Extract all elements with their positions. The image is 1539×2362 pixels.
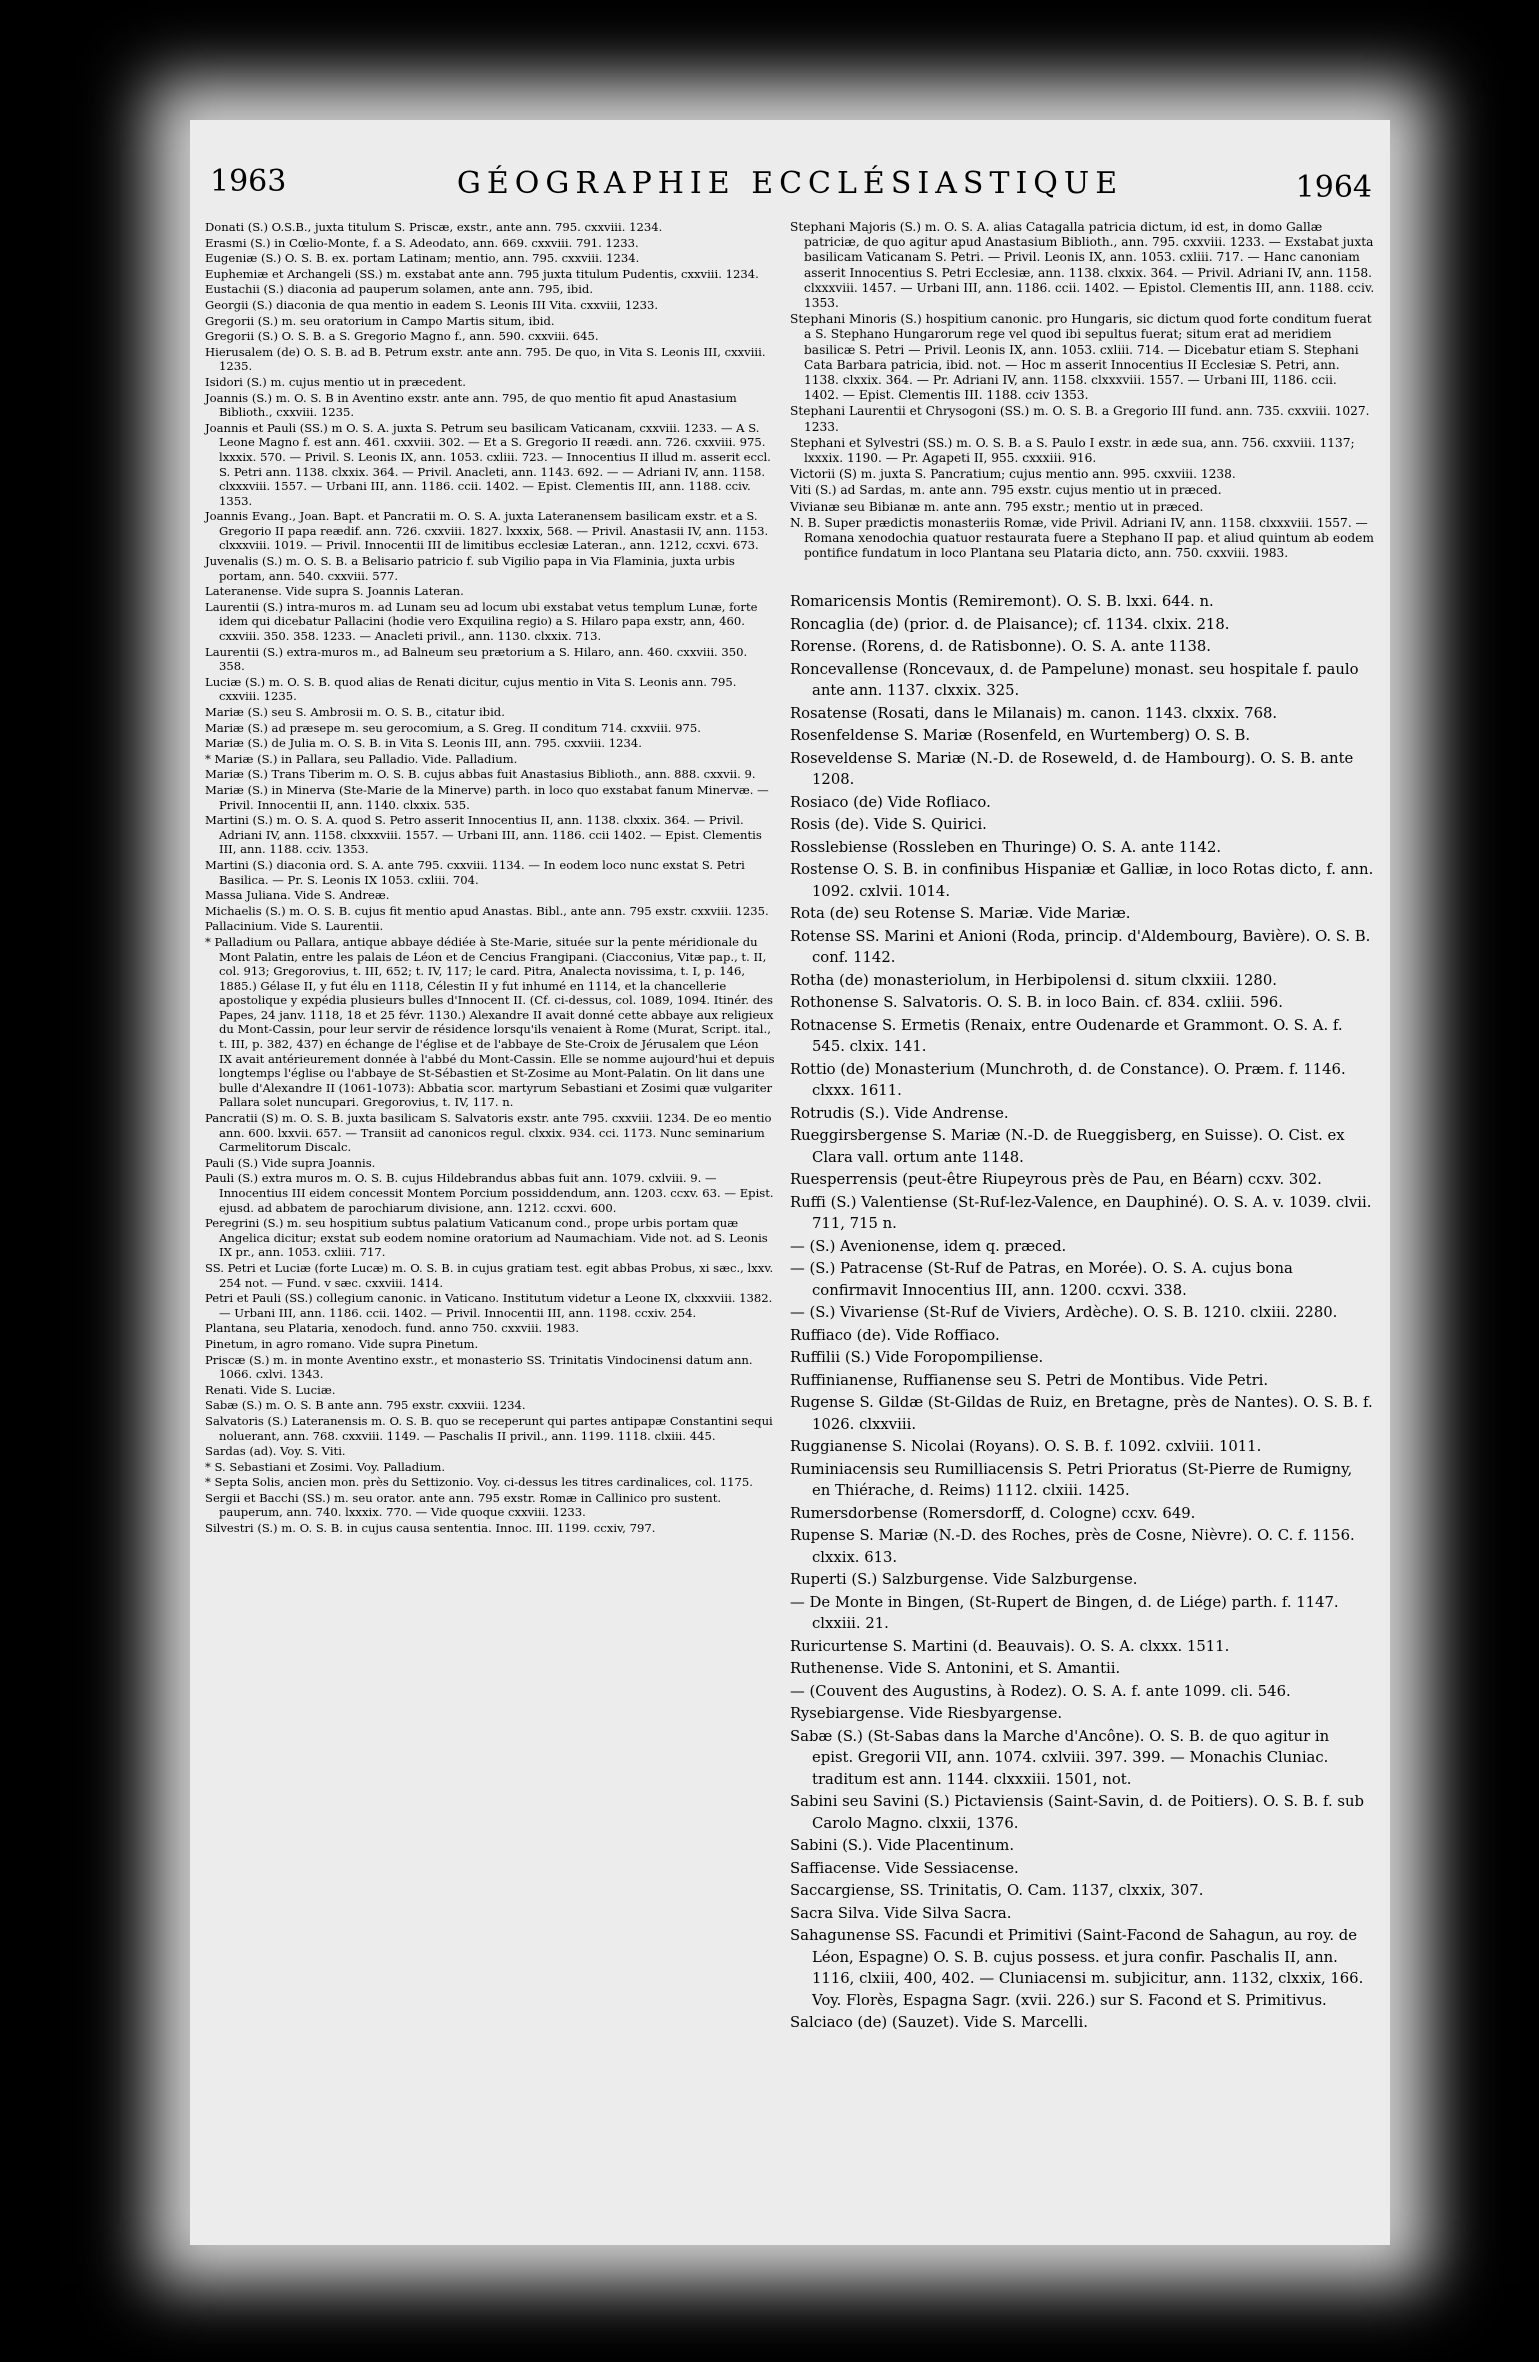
- index-entry: Rosenfeldense S. Mariæ (Rosenfeld, en Wurtemberg) O. S. B.: [790, 727, 1251, 745]
- index-entry: Peregrini (S.) m. seu hospitium subtus palatium Vaticanum cond., prope urbis portam quæ Angelica dicitur; exstat sub eodem nomine oratorium ad Naumachiam. Vide not. ad S. Leonis IX pr., ann. 1053. cxliii. 717.: [205, 1216, 768, 1260]
- index-entry: * Septa Solis, ancien mon. près du Settizonio. Voy. ci-dessus les titres cardinalices, col. 1175.: [205, 1475, 753, 1490]
- index-entry: Pancratii (S) m. O. S. B. juxta basilicam S. Salvatoris exstr. ante 795. cxxviii. 1234. De eo mentio ann. 600. lxxvii. 657. — Transiit ad canonicos regul. clxxix. 934. cci. 1173. Nunc seminarium Carmelitorum Discalc.: [205, 1111, 772, 1155]
- index-entry: Mariæ (S.) Trans Tiberim m. O. S. B. cujus abbas fuit Anastasius Biblioth., ann. 888. cxxvii. 9.: [205, 767, 756, 782]
- index-entry: Laurentii (S.) intra-muros m. ad Lunam seu ad locum ubi exstabat vetus templum Lunæ, forte idem qui dicebatur Pallacini (hodie vero Exquilina regio) a S. Hilaro papa exstr, ann, 460. cxxviii. 350. 358. 1233. — Anacleti privil., ann. 1130. clxxix. 713.: [205, 599, 758, 644]
- index-entry: Salvatoris (S.) Lateranensis m. O. S. B. quo se receperunt qui partes antipapæ Constantini sequi noluerant, ann. 768. cxxviii. 1149. — Paschalis II privil., ann. 1199. 1118. clxiii. 445.: [205, 1413, 773, 1443]
- index-entry: * Mariæ (S.) in Pallara, seu Palladio. Vide. Palladium.: [205, 751, 518, 766]
- index-entry: Ruffiaco (de). Vide Roffiaco.: [790, 1326, 1000, 1344]
- right-column-lower: [790, 591, 1375, 2034]
- index-entry: Rothonense S. Salvatoris. O. S. B. in loco Bain. cf. 834. cxliii. 596.: [790, 994, 1283, 1012]
- index-entry: Sardas (ad). Voy. S. Viti.: [205, 1444, 346, 1459]
- index-entry: Sacra Silva. Vide Silva Sacra.: [790, 1904, 1012, 1922]
- index-entry: Ruffilii (S.) Vide Foropompiliense.: [790, 1349, 1044, 1367]
- index-entry: Hierusalem (de) O. S. B. ad B. Petrum exstr. ante ann. 795. De quo, in Vita S. Leonis III, cxxviii. 1235.: [205, 344, 766, 374]
- index-entry: Gregorii (S.) m. seu oratorium in Campo Martis situm, ibid.: [205, 313, 555, 328]
- index-entry: Saccargiense, SS. Trinitatis, O. Cam. 1137, clxxix, 307.: [790, 1882, 1204, 1900]
- index-entry: Joannis et Pauli (SS.) m O. S. A. juxta S. Petrum seu basilicam Vaticanam, cxxviii. 1233. — A S. Leone Magno f. est ann. 461. cxxviii. 302. — Et a S. Gregorio II reædi. ann. 726. cxxviii. 975. lxxxix. 570. — Privil. S. Leonis IX, ann. 1053. cxliii. 723. — Innocentius II illud m. asserit eccl. S. Petri ann. 1138. clxxix. 364. — Privil. Anacleti, ann. 1143. 692. — — Adriani IV, ann. 1158. clxxxviii. 1557. — Urbani III, ann. 1186. ccii. 1402. — Epist. Clementis III, ann. 1188. cciv. 1353.: [205, 420, 771, 508]
- index-entry: — (S.) Avenionense, idem q. præced.: [790, 1237, 1067, 1255]
- left-column: [205, 220, 775, 1537]
- page-header: [190, 160, 1390, 220]
- index-entry: Erasmi (S.) in Cœlio-Monte, f. a S. Adeodato, ann. 669. cxxviii. 791. 1233.: [205, 235, 639, 250]
- index-entry: Priscæ (S.) m. in monte Aventino exstr., et monasterio SS. Trinitatis Vindocinensi datum ann. 1066. cxlvi. 1343.: [205, 1352, 753, 1382]
- index-entry: Sabæ (S.) m. O. S. B ante ann. 795 exstr. cxxviii. 1234.: [205, 1398, 526, 1413]
- index-entry: Sabini (S.). Vide Placentinum.: [790, 1837, 1015, 1855]
- index-entry: Pauli (S.) Vide supra Joannis.: [205, 1155, 376, 1170]
- index-entry: Joannis Evang., Joan. Bapt. et Pancratii m. O. S. A. juxta Lateranensem basilicam exstr. et a S. Gregorio II papa reædif. ann. 726. cxxviii. 1827. lxxxix, 568. — Privil. Anastasii IV, ann. 1153. clxxxviii. 1019. — Privil. Innocentii III de limitibus ecclesiæ Lateran., ann. 1212, ccxvi. 673.: [205, 509, 769, 553]
- index-entry: Mariæ (S.) in Minerva (Ste-Marie de la Minerve) parth. in loco quo exstabat fanum Minervæ. — Privil. Innocentii II, ann. 1140. clxxix. 535.: [205, 782, 769, 812]
- index-entry: Stephani Majoris (S.) m. O. S. A. alias Catagalla patricia dictum, id est, in domo Gallæ patriciæ, de quo agitur apud Anastasium Biblioth., ann. 795. cxxviii. 1233. — Exstabat juxta basilicam Vaticanam S. Petri. — Privil. Leonis IX, ann. 1053. cxliii. 717. — Hanc canoniam asserit Innocentius S. Petri Ecclesiæ, ann. 1138. clxxix. 364. — Privil. Adriani IV, ann. 1158. clxxxviii. 1457. — Urbani III, ann. 1186. ccii. 1402. — Epistol. Clementis III, ann. 1188. cciv. 1353.: [790, 220, 1375, 311]
- index-entry: Rysebiargense. Vide Riesbyargense.: [790, 1705, 1063, 1723]
- index-entry: Romaricensis Montis (Remiremont). O. S. B. lxxi. 644. n.: [790, 593, 1214, 611]
- index-entry: Sabæ (S.) (St-Sabas dans la Marche d'Ancône). O. S. B. de quo agitur in epist. Gregorii VII, ann. 1074. cxlviii. 397. 399. — Monachis Cluniac. traditum est ann. 1144. clxxxiii. 1501, not.: [790, 1727, 1330, 1788]
- index-entry: Stephani Minoris (S.) hospitium canonic. pro Hungaris, sic dictum quod forte conditum fuerat a S. Stephano Hungarorum rege vel quod ibi sepultus fuerat; situm erat ad meridiem basilicæ S. Petri — Privil. Leonis IX, ann. 1053. cxliii. 714. — Dicebatur etiam S. Stephani Cata Barbara patricia, ibid. not. — Hoc m asserit Innocentius II Ecclesiæ S. Petri, ann. 1138. clxxix. 364. — Pr. Adriani IV, ann. 1158. clxxxviii. 1557. — Urbani III, 1186. ccii. 1402. — Epist. Clementis III. 1188. cciv 1353.: [790, 312, 1372, 403]
- index-entry: — (S.) Patracense (St-Ruf de Patras, en Morée). O. S. A. cujus bona confirmavit Innocentius III, ann. 1200. ccxvi. 338.: [790, 1260, 1293, 1299]
- index-entry: Rostense O. S. B. in confinibus Hispaniæ et Galliæ, in loco Rotas dicto, f. ann. 1092. cxlvii. 1014.: [790, 861, 1374, 900]
- index-entry: Rotha (de) monasteriolum, in Herbipolensi d. situm clxxiii. 1280.: [790, 971, 1277, 989]
- index-entry: Mariæ (S.) seu S. Ambrosii m. O. S. B., citatur ibid.: [205, 705, 505, 719]
- index-entry: Isidori (S.) m. cujus mentio ut in præcedent.: [205, 374, 466, 389]
- right-column-upper: [790, 220, 1375, 561]
- index-entry: Renati. Vide S. Luciæ.: [205, 1382, 336, 1397]
- index-entry: Massa Juliana. Vide S. Andreæ.: [205, 888, 390, 903]
- index-entry: Rota (de) seu Rotense S. Mariæ. Vide Mariæ.: [790, 905, 1131, 923]
- index-entry: Mariæ (S.) de Julia m. O. S. B. in Vita S. Leonis III, ann. 795. cxxviii. 1234.: [205, 736, 642, 751]
- index-entry: — (Couvent des Augustins, à Rodez). O. S. A. f. ante 1099. cli. 546.: [790, 1682, 1291, 1700]
- index-entry: Rumersdorbense (Romersdorff, d. Cologne) ccxv. 649.: [790, 1504, 1196, 1522]
- index-entry: Rueggirsbergense S. Mariæ (N.-D. de Rueggisberg, en Suisse). O. Cist. ex Clara vall. ortum ante 1148.: [790, 1127, 1345, 1166]
- index-entry: Donati (S.) O.S.B., juxta titulum S. Priscæ, exstr., ante ann. 795. cxxviii. 1234.: [205, 220, 663, 234]
- index-entry: Rorense. (Rorens, d. de Ratisbonne). O. S. A. ante 1138.: [790, 638, 1212, 656]
- index-entry: Eustachii (S.) diaconia ad pauperum solamen, ante ann. 795, ibid.: [205, 282, 594, 297]
- index-entry: — (S.) Vivariense (St-Ruf de Viviers, Ardèche). O. S. B. 1210. clxiii. 2280.: [790, 1304, 1338, 1322]
- index-entry: Sahagunense SS. Facundi et Primitivi (Saint-Facond de Sahagun, au roy. de Léon, Espagne) O. S. B. cujus possess. et jura confir. Paschalis II, ann. 1116, clxiii, 400, 402. — Cluniacensi m. subjicitur, ann. 1132, clxxix, 166. Voy. Florès, Espagna Sagr. (xvii. 226.) sur S. Facond et S. Primitivus.: [790, 1927, 1364, 2009]
- index-entry: Stephani et Sylvestri (SS.) m. O. S. B. a S. Paulo I exstr. in æde sua, ann. 756. cxxviii. 1137; lxxxix. 1190. — Pr. Agapeti II, 955. cxxxiii. 916.: [790, 435, 1355, 466]
- index-entry: Ruggianense S. Nicolai (Royans). O. S. B. f. 1092. cxlviii. 1011.: [790, 1438, 1262, 1456]
- index-entry: N. B. Super prædictis monasteriis Romæ, vide Privil. Adriani IV, ann. 1158. clxxxviii. 1557. — Romana xenodochia quatuor restaurata fuere a Stephano II pap. et aliud quintum ab eodem pontifice fundatum in loco Plantana seu Plataria dicto, ann. 750. cxxviii. 1983.: [790, 515, 1374, 561]
- index-entry: Rugense S. Gildæ (St-Gildas de Ruiz, en Bretagne, près de Nantes). O. S. B. f. 1026. clxxviii.: [790, 1394, 1373, 1433]
- index-entry: Ruthenense. Vide S. Antonini, et S. Amantii.: [790, 1660, 1121, 1678]
- index-entry: Sergii et Bacchi (SS.) m. seu orator. ante ann. 795 exstr. Romæ in Callinico pro sustent. pauperum, ann. 740. lxxxix. 770. — Vide quoque cxxviii. 1233.: [205, 1490, 722, 1520]
- index-entry: Luciæ (S.) m. O. S. B. quod alias de Renati dicitur, cujus mentio in Vita S. Leonis ann. 795. cxxviii. 1235.: [205, 674, 737, 704]
- index-entry: Ruffinianense, Ruffianense seu S. Petri de Montibus. Vide Petri.: [790, 1371, 1269, 1389]
- index-entry: Silvestri (S.) m. O. S. B. in cujus causa sententia. Innoc. III. 1199. ccxiv, 797.: [205, 1521, 656, 1536]
- index-entry: Rosiaco (de) Vide Rofliaco.: [790, 793, 991, 811]
- index-entry: Pallacinium. Vide S. Laurentii.: [205, 919, 384, 934]
- index-entry: Roncevallense (Roncevaux, d. de Pampelune) monast. seu hospitale f. paulo ante ann. 1137. clxxix. 325.: [790, 660, 1359, 700]
- index-entry: Rottio (de) Monasterium (Munchroth, d. de Constance). O. Præm. f. 1146. clxxx. 1611.: [790, 1060, 1346, 1100]
- index-entry: * S. Sebastiani et Zosimi. Voy. Palladium.: [205, 1459, 446, 1474]
- index-entry: Mariæ (S.) ad præsepe m. seu gerocomium, a S. Greg. II conditum 714. cxxviii. 975.: [205, 720, 701, 735]
- index-entry: Ruffi (S.) Valentiense (St-Ruf-lez-Valence, en Dauphiné). O. S. A. v. 1039. clvii. 711, 715 n.: [790, 1193, 1372, 1233]
- index-entry: Roncaglia (de) (prior. d. de Plaisance); cf. 1134. clxix. 218.: [790, 615, 1230, 633]
- right-page-number: 1964: [1295, 170, 1372, 205]
- index-entry: Ruminiacensis seu Rumilliacensis S. Petri Prioratus (St-Pierre de Rumigny, en Thiérache, d. Reims) 1112. clxiii. 1425.: [790, 1460, 1353, 1500]
- index-entry: Petri et Pauli (SS.) collegium canonic. in Vaticano. Institutum videtur a Leone IX, clxxxviii. 1382. — Urbani III, ann. 1186. ccii. 1402. — Privil. Innocentii III, ann. 1198. ccxiv. 254.: [205, 1291, 773, 1320]
- index-entry: Juvenalis (S.) m. O. S. B. a Belisario patricio f. sub Vigilio papa in Via Flaminia, juxta urbis portam, ann. 540. cxxviii. 577.: [205, 554, 735, 583]
- index-entry: Martini (S.) m. O. S. A. quod S. Petro asserit Innocentius II, ann. 1138. clxxix. 364. — Privil. Adriani IV, ann. 1158. clxxxviii. 1557. — Urbani III, ann. 1186. ccii 1402. — Epist. Clementis III, ann. 1188. cciv. 1353.: [205, 813, 762, 857]
- index-entry: Rotrudis (S.). Vide Andrense.: [790, 1104, 1009, 1122]
- index-entry: Michaelis (S.) m. O. S. B. cujus fit mentio apud Anastas. Bibl., ante ann. 795 exstr. cxxviii. 1235.: [205, 903, 769, 918]
- document-page: [190, 120, 1390, 2245]
- index-entry: Vivianæ seu Bibianæ m. ante ann. 795 exstr.; mentio ut in præced.: [790, 499, 1204, 514]
- index-entry: * Palladium ou Pallara, antique abbaye dédiée à Ste-Marie, située sur la pente méridionale du Mont Palatin, entre les palais de Léon et de Cencius Frangipani. (Ciacconius, Vitæ pap., t. II, col. 913; Gregorovius, t. III, 652; t. IV, 117; le card. Pitra, Analecta novissima, t. I, p. 146, 1885.) Gélase II, y fut élu en 1118, Célestin II y fut inhumé en 1114, et la chancellerie apostolique y expédia plusieurs bulles d'Innocent II. (Cf. ci-dessus, col. 1089, 1094. Itinér. des Papes, 24 janv. 1118, 18 et 25 févr. 1130.) Alexandre II avait donné cette abbaye aux religieux du Mont-Cassin, pour leur servir de résidence lorsqu'ils venaient à Rome (Murat, Script. ital., t. III, p. 382, 437) en échange de l'église et de l'abbaye de Ste-Croix de Jérusalem que Léon IX avait antérieurement donnée à l'abbé du Mont-Cassin. Elle se nomme aujourd'hui et depuis longtemps l'église ou l'abbaye de St-Sébastien et St-Zosime au Mont-Palatin. On lit dans une bulle d'Alexandre II (1061-1073): Abbatia scor. martyrum Sebastiani et Zosimi quæ vulgariter Pallara solet nuncupari. Gregorovius, t. IV, 117. n.: [205, 934, 775, 1110]
- index-entry: Salciaco (de) (Sauzet). Vide S. Marcelli.: [790, 2014, 1088, 2032]
- index-entry: Eugeniæ (S.) O. S. B. ex. portam Latinam; mentio, ann. 795. cxxviii. 1234.: [205, 251, 640, 266]
- index-entry: Saffiacense. Vide Sessiacense.: [790, 1859, 1019, 1877]
- left-page-number: 1963: [210, 164, 287, 199]
- index-entry: Lateranense. Vide supra S. Joannis Lateran.: [205, 584, 464, 599]
- index-entry: Joannis (S.) m. O. S. B in Aventino exstr. ante ann. 795, de quo mentio fit apud Anastasium Biblioth., cxxviii. 1235.: [205, 390, 737, 420]
- index-entry: Rosslebiense (Rossleben en Thuringe) O. S. A. ante 1142.: [790, 838, 1222, 856]
- index-entry: Plantana, seu Plataria, xenodoch. fund. anno 750. cxxviii. 1983.: [205, 1321, 580, 1336]
- index-entry: Martini (S.) diaconia ord. S. A. ante 795. cxxviii. 1134. — In eodem loco nunc exstat S. Petri Basilica. — Pr. S. Leonis IX 1053. cxliii. 704.: [205, 857, 745, 887]
- index-entry: Ruesperrensis (peut-être Riupeyrous près de Pau, en Béarn) ccxv. 302.: [790, 1171, 1322, 1189]
- index-entry: — De Monte in Bingen, (St-Rupert de Bingen, d. de Liége) parth. f. 1147. clxxiii. 21.: [790, 1593, 1339, 1633]
- index-entry: Sabini seu Savini (S.) Pictaviensis (Saint-Savin, d. de Poitiers). O. S. B. f. sub Carolo Magno. clxxii, 1376.: [790, 1793, 1364, 1832]
- index-entry: Pauli (S.) extra muros m. O. S. B. cujus Hildebrandus abbas fuit ann. 1079. cxlviii. 9. — Innocentius III eidem concessit Montem Porcium possiddendum, ann. 1203. ccxv. 63. — Epist. ejusd. ad abbatem de parochiarum divisione, ann. 1212. ccxvi. 600.: [205, 1171, 774, 1215]
- index-entry: Rosatense (Rosati, dans le Milanais) m. canon. 1143. clxxix. 768.: [790, 704, 1278, 722]
- right-column: [790, 220, 1375, 2035]
- index-entry: Victorii (S) m. juxta S. Pancratium; cujus mentio ann. 995. cxxviii. 1238.: [790, 467, 1236, 482]
- index-entry: Rotnacense S. Ermetis (Renaix, entre Oudenarde et Grammont. O. S. A. f. 545. clxix. 141.: [790, 1016, 1343, 1056]
- page-title: GÉOGRAPHIE ECCLÉSIASTIQUE: [456, 166, 1124, 201]
- index-entry: Euphemiæ et Archangeli (SS.) m. exstabat ante ann. 795 juxta titulum Pudentis, cxxviii. 1234.: [205, 266, 759, 281]
- index-entry: Rosis (de). Vide S. Quirici.: [790, 816, 987, 834]
- index-entry: Gregorii (S.) O. S. B. a S. Gregorio Magno f., ann. 590. cxxviii. 645.: [205, 329, 599, 344]
- index-entry: Rotense SS. Marini et Anioni (Roda, princip. d'Aldembourg, Bavière). O. S. B. conf. 1142.: [790, 927, 1371, 967]
- index-entry: Roseveldense S. Mariæ (N.-D. de Roseweld, d. de Hambourg). O. S. B. ante 1208.: [790, 749, 1354, 789]
- index-entry: Ruricurtense S. Martini (d. Beauvais). O. S. A. clxxx. 1511.: [790, 1637, 1230, 1655]
- index-entry: SS. Petri et Luciæ (forte Lucæ) m. O. S. B. in cujus gratiam test. egit abbas Probus, xi sæc., lxxv. 254 not. — Fund. v sæc. cxxviii. 1414.: [205, 1260, 774, 1290]
- index-entry: Laurentii (S.) extra-muros m., ad Balneum seu prætorium a S. Hilaro, ann. 460. cxxviii. 350. 358.: [205, 644, 748, 674]
- index-entry: Ruperti (S.) Salzburgense. Vide Salzburgense.: [790, 1571, 1138, 1589]
- index-entry: Rupense S. Mariæ (N.-D. des Roches, près de Cosne, Nièvre). O. C. f. 1156. clxxix. 613.: [790, 1527, 1355, 1566]
- index-entry: Pinetum, in agro romano. Vide supra Pinetum.: [205, 1336, 479, 1351]
- index-entry: Viti (S.) ad Sardas, m. ante ann. 795 exstr. cujus mentio ut in præced.: [790, 483, 1222, 498]
- index-entry: Stephani Laurentii et Chrysogoni (SS.) m. O. S. B. a Gregorio III fund. ann. 735. cxxviii. 1027. 1233.: [790, 404, 1370, 434]
- index-entry: Georgii (S.) diaconia de qua mentio in eadem S. Leonis III Vita. cxxviii, 1233.: [205, 297, 659, 312]
